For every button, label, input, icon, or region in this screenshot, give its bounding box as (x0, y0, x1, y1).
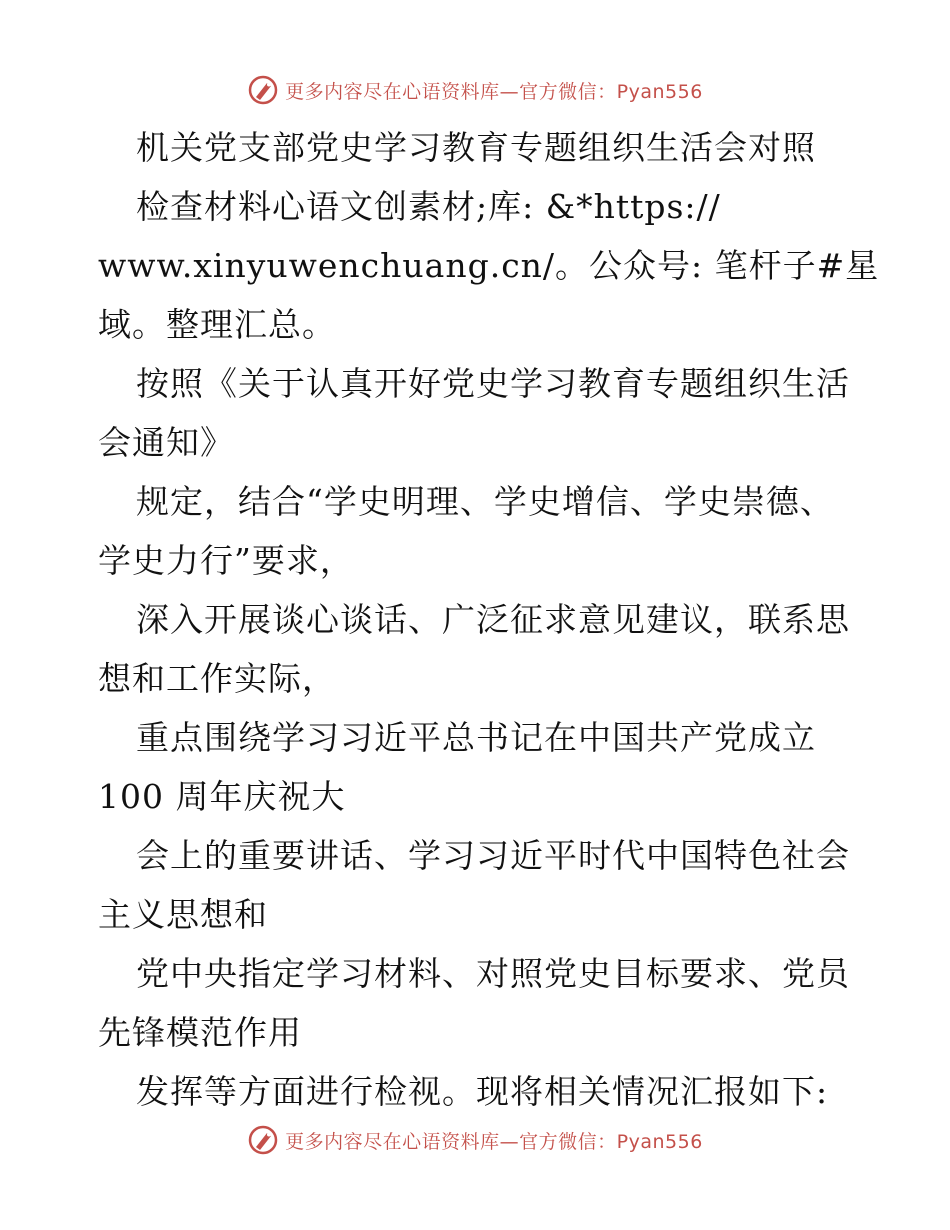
text-line: 主义思想和 (98, 895, 268, 934)
text-line: www.xinyuwenchuang.cn/。公众号: 笔杆子#星 (98, 246, 880, 285)
pen-logo-icon (247, 1124, 279, 1156)
text-line: 100 周年庆祝大 (98, 777, 346, 816)
text-line: 规定，结合“学史明理、学史增信、学史崇德、 (136, 482, 834, 521)
text-line: 会通知》 (98, 423, 234, 462)
text-line: 域。整理汇总。 (98, 305, 336, 344)
text-line: 重点围绕学习习近平总书记在中国共产党成立 (136, 718, 816, 757)
document-body (98, 118, 880, 1121)
text-line: 深入开展谈心谈话、广泛征求意见建议，联系思 (136, 600, 850, 639)
text-line: 按照《关于认真开好党史学习教育专题组织生活 (136, 364, 850, 403)
watermark-text: 更多内容尽在心语资料库—官方微信：Pyan556 (285, 1130, 703, 1153)
text-line: 会上的重要讲话、学习习近平时代中国特色社会 (136, 836, 850, 875)
text-line: 检查材料心语文创素材;库: &*https:// (136, 187, 721, 226)
text-line: 发挥等方面进行检视。现将相关情况汇报如下: (136, 1072, 829, 1111)
footer-watermark-banner (0, 1120, 950, 1160)
text-line: 机关党支部党史学习教育专题组织生活会对照 (136, 128, 816, 167)
pen-logo-icon (247, 74, 279, 106)
text-line: 想和工作实际， (98, 659, 336, 698)
text-line: 党中央指定学习材料、对照党史目标要求、党员 (136, 954, 850, 993)
text-line: 学史力行”要求， (98, 541, 354, 580)
text-line: 先锋模范作用 (98, 1013, 302, 1052)
watermark-text: 更多内容尽在心语资料库—官方微信：Pyan556 (285, 80, 703, 103)
header-watermark-banner (0, 70, 950, 110)
